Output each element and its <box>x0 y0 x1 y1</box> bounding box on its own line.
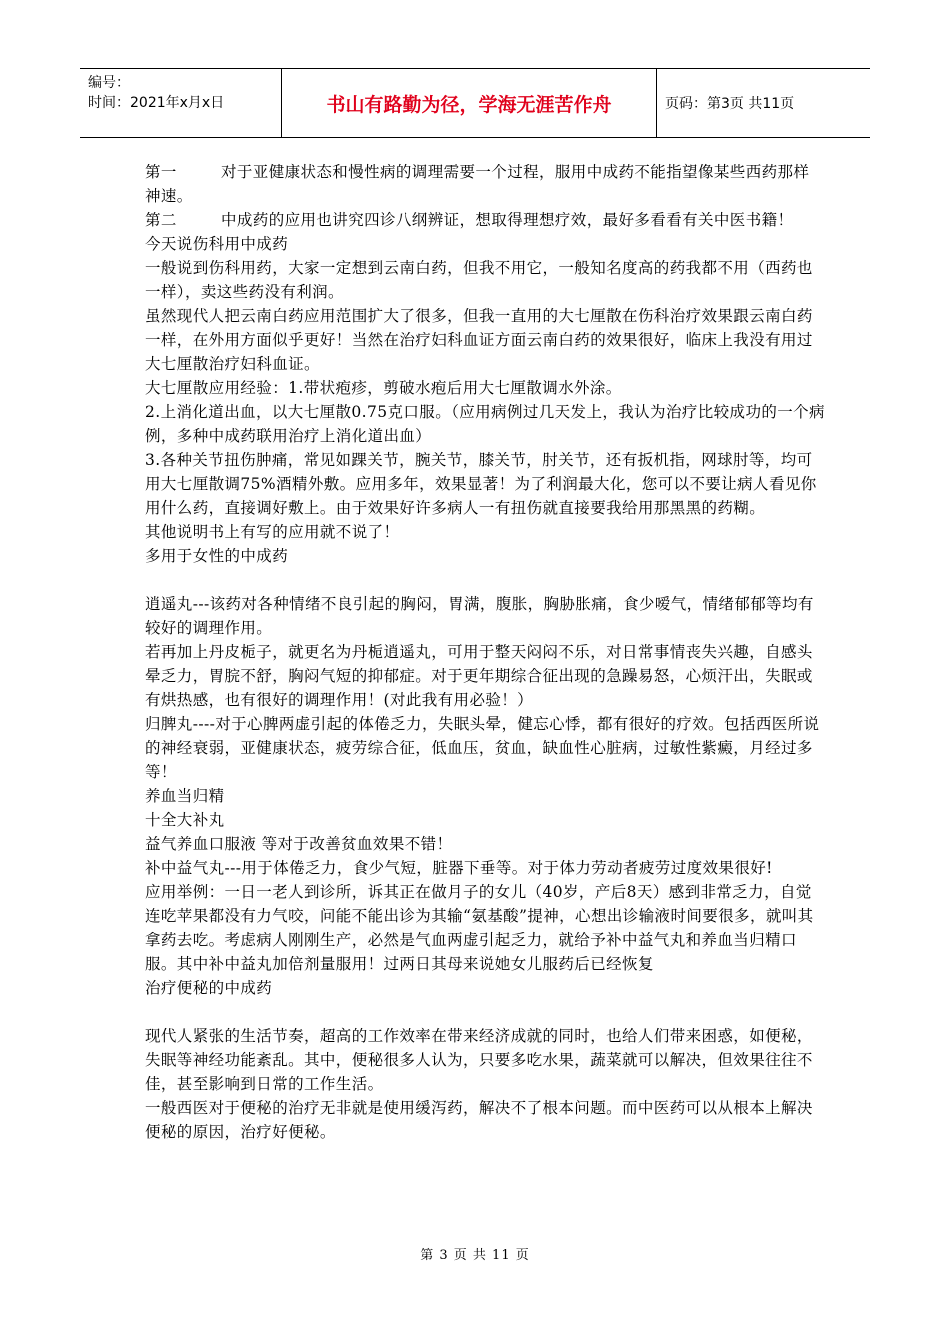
paragraph: 一般说到伤科用药，大家一定想到云南白药，但我不用它，一般知名度高的药我都不用（西药也一样），卖这些药没有利润。 <box>145 259 813 301</box>
list-label: 第一 <box>145 163 177 181</box>
paragraph: 3.各种关节扭伤肿痛，常见如踝关节，腕关节，膝关节，肘关节，还有扳机指，网球肘等，均可用大七厘散调75%酒精外敷。应用多年，效果显著！为了利润最大化，您可以不要让病人看见你用什么药，直接调好敷上。由于效果好许多病人一有扭伤就直接要我给用那黑黑的药糊。 <box>145 451 817 517</box>
paragraph: 养血当归精 <box>145 787 225 805</box>
paragraph: 益气养血口服液 等对于改善贫血效果不错！ <box>145 835 453 853</box>
page-footer: 第 3 页 共 11 页 <box>420 1248 530 1263</box>
paragraph: 十全大补丸 <box>145 811 225 829</box>
paragraph: 现代人紧张的生活节奏，超高的工作效率在带来经济成就的同时，也给人们带来困惑，如便秘，失眠等神经功能紊乱。其中，便秘很多人认为，只要多吃水果，蔬菜就可以解决，但效果往往不佳，甚至影响到日常的工作生活。 <box>145 1027 813 1093</box>
document-body <box>145 160 825 1144</box>
paragraph: 若再加上丹皮栀子，就更名为丹栀逍遥丸，可用于整天闷闷不乐，对日常事情丧失兴趣，自感头晕乏力，胃脘不舒，胸闷气短的抑郁症。对于更年期综合征出现的急躁易怒，心烦汗出，失眠或有烘热感，也有很好的调理作用！(对此我有用必验！） <box>145 643 813 709</box>
paragraph-text: 中成药的应用也讲究四诊八纲辨证，想取得理想疗效，最好多看看有关中医书籍！ <box>221 211 794 229</box>
paragraph: 其他说明书上有写的应用就不说了！ <box>145 523 400 541</box>
header-meta <box>80 69 282 137</box>
section-heading: 今天说伤科用中成药 <box>145 235 289 253</box>
list-label: 第二 <box>145 211 177 229</box>
paragraph: 一般西医对于便秘的治疗无非就是使用缓泻药，解决不了根本问题。而中医药可以从根本上解决便秘的原因，治疗好便秘。 <box>145 1099 813 1141</box>
paragraph-text: 对于亚健康状态和慢性病的调理需要一个过程，服用中成药不能指望像某些西药那样神速。 <box>145 163 810 205</box>
paragraph: 应用举例：一日一老人到诊所，诉其正在做月子的女儿（40岁，产后8天）感到非常乏力，自觉连吃苹果都没有力气咬，问能不能出诊为其输“氨基酸”提神，心想出诊输液时间要很多，就叫其拿药去吃。考虑病人刚刚生产，必然是气血两虚引起乏力，就给予补中益气丸和养血当归精口服。其中补中益丸加倍剂量服用！过两日其母来说她女儿服药后已经恢复 <box>145 883 814 973</box>
paragraph: 补中益气丸---用于体倦乏力，食少气短，脏器下垂等。对于体力劳动者疲劳过度效果很好! <box>145 859 773 877</box>
paragraph: 虽然现代人把云南白药应用范围扩大了很多，但我一直用的大七厘散在伤科治疗效果跟云南白药一样，在外用方面似乎更好！当然在治疗妇科血证方面云南白药的效果很好，临床上我没有用过大七厘散治疗妇科血证。 <box>145 307 813 373</box>
section-heading: 多用于女性的中成药 <box>145 547 289 565</box>
paragraph <box>145 208 825 232</box>
number-label: 编号： <box>88 75 130 91</box>
section-heading: 治疗便秘的中成药 <box>145 979 273 997</box>
paragraph: 2.上消化道出血，以大七厘散0.75克口服。（应用病例过几天发上，我认为治疗比较成功的一个病例，多种中成药联用治疗上消化道出血） <box>145 403 825 445</box>
blank-line <box>145 1000 825 1024</box>
paragraph <box>145 160 825 208</box>
paragraph: 大七厘散应用经验：1.带状疱疹，剪破水疱后用大七厘散调水外涂。 <box>145 379 622 397</box>
header-motto: 书山有路勤为径，学海无涯苦作舟 <box>282 69 657 137</box>
time-label: 时间：2021年x月x日 <box>88 95 225 111</box>
blank-line <box>145 568 825 592</box>
paragraph: 逍遥丸---该药对各种情绪不良引起的胸闷，胃满，腹胀，胸胁胀痛，食少嗳气，情绪郁郁等均有较好的调理作用。 <box>145 595 814 637</box>
header-page-info: 页码：第3页 共11页 <box>665 96 795 112</box>
page-header <box>80 68 870 138</box>
paragraph: 归脾丸----对于心脾两虚引起的体倦乏力，失眠头晕，健忘心悸，都有很好的疗效。包括西医所说的神经衰弱，亚健康状态，疲劳综合征，低血压，贫血，缺血性心脏病，过敏性紫癜，月经过多等！ <box>145 715 820 781</box>
